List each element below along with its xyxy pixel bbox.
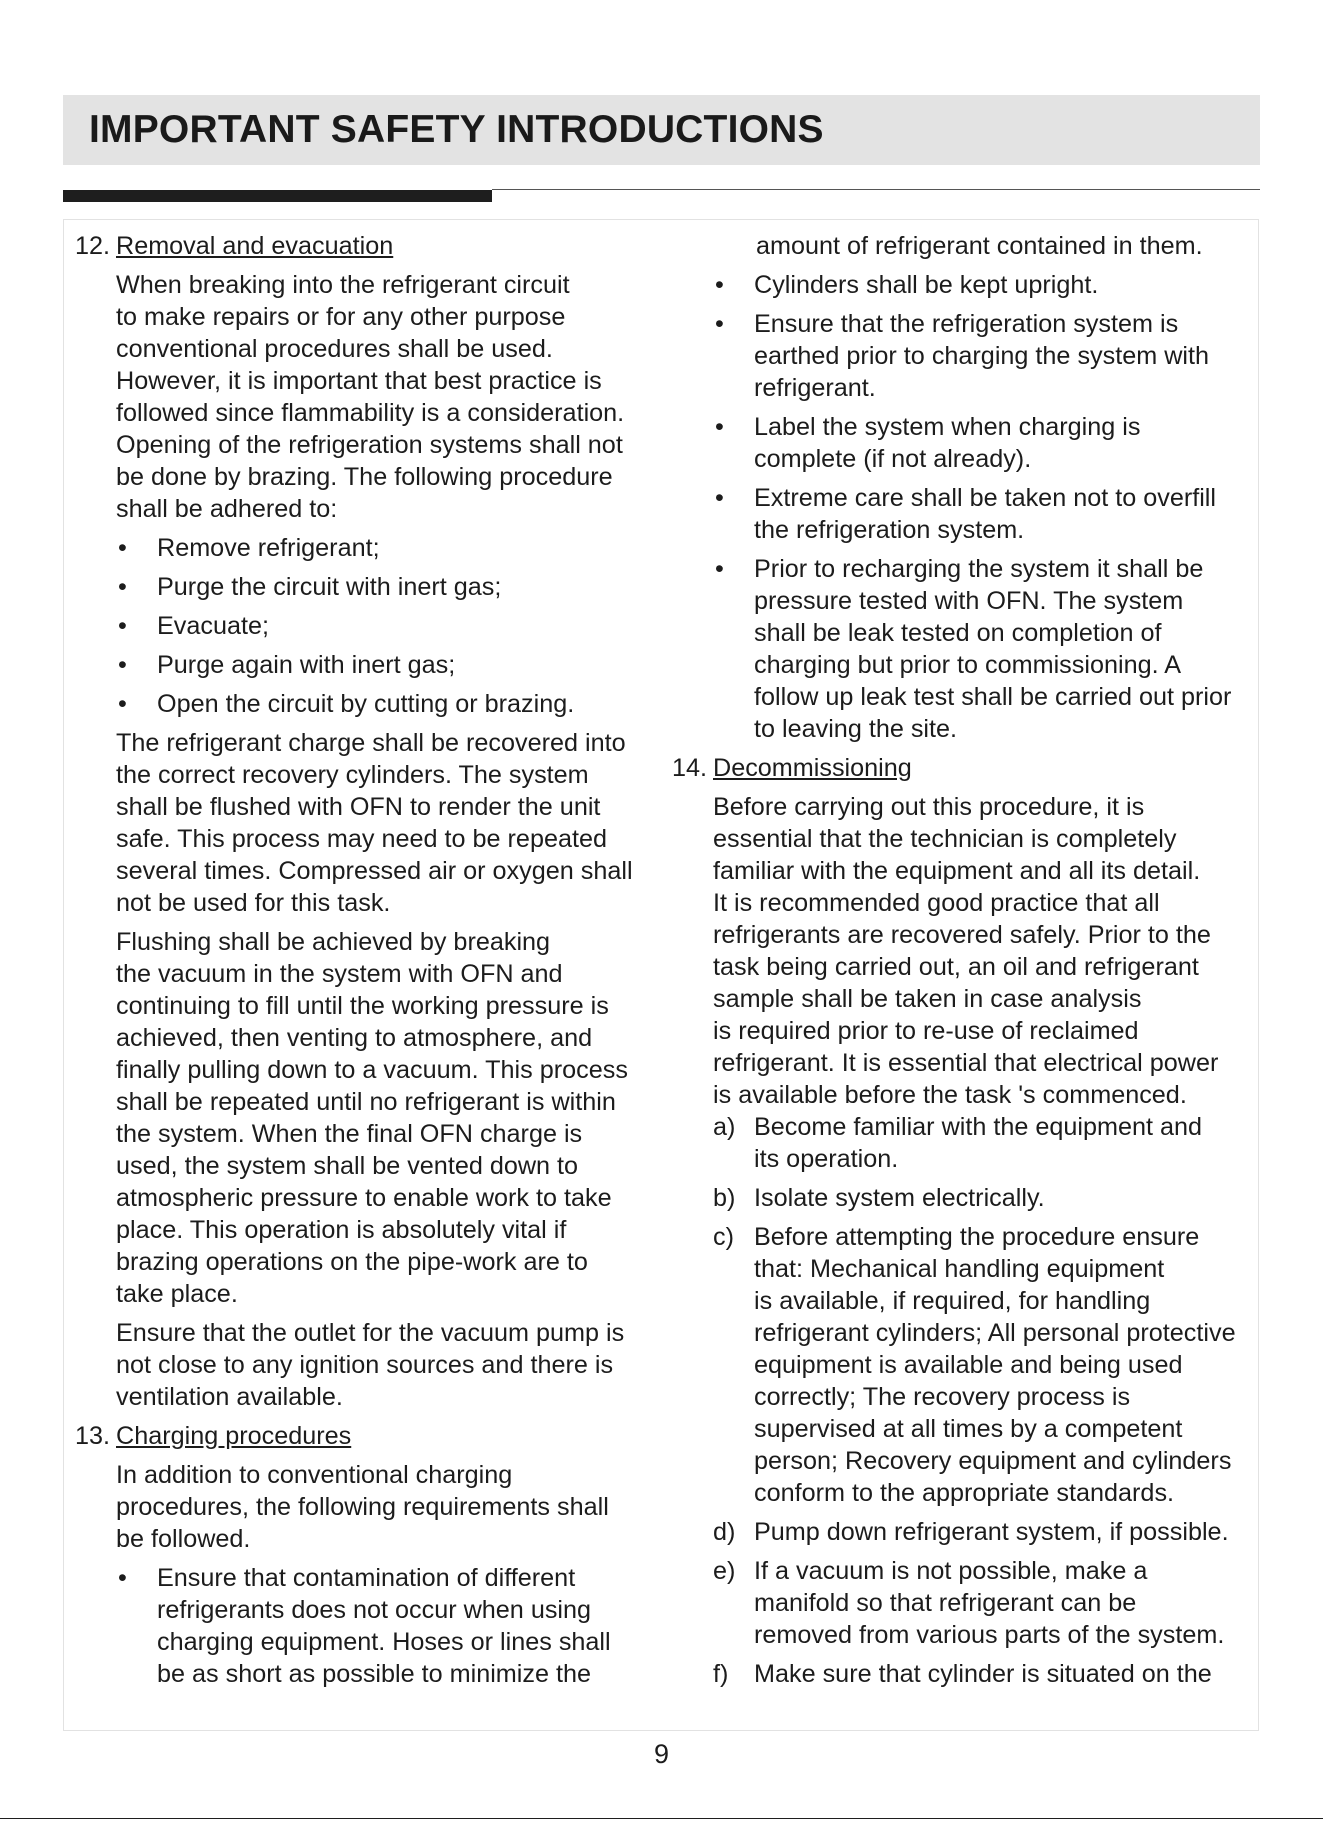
list-text: Pump down refrigerant system, if possible. — [754, 1518, 1229, 1546]
bullet-text: Purge the circuit with inert gas; — [157, 573, 502, 601]
text-line: Ensure that the outlet for the vacuum pump is — [116, 1319, 625, 1347]
list-text: Become familiar with the equipment and its operation. — [754, 1113, 1203, 1173]
bullet-text: Prior to recharging the system it shall be pressure tested with OFN. The system shall be leak tested on completion of charging but prior to commissioning. A follow up leak test shall be carried out prior to leaving the site. — [754, 555, 1232, 743]
text-line: achieved, then venting to atmosphere, and — [116, 1024, 593, 1052]
text-line: finally pulling down to a vacuum. This process — [116, 1056, 628, 1084]
bullet-item — [116, 649, 655, 681]
text-line: safe. This process may need to be repeated — [116, 825, 607, 853]
list-item — [713, 1111, 1264, 1175]
list-text: If a vacuum is not possible, make a manifold so that refrigerant can be removed from various parts of the system. — [754, 1557, 1225, 1649]
list-item — [713, 1658, 1264, 1690]
bullet-item — [116, 1562, 655, 1690]
text-line: Opening of the refrigeration systems shall not — [116, 431, 623, 459]
list-item — [713, 1182, 1264, 1214]
text-line: several times. Compressed air or oxygen shall — [116, 857, 633, 885]
bullet-marker: • — [118, 573, 127, 601]
list-item — [713, 1221, 1264, 1509]
bullet-item — [116, 610, 655, 642]
bullet-text: Remove refrigerant; — [157, 534, 380, 562]
text-line: the vacuum in the system with OFN and — [116, 960, 563, 988]
section-12-paragraph-1 — [116, 269, 655, 525]
bullet-text: Cylinders shall be kept upright. — [754, 271, 1099, 299]
text-line: take place. — [116, 1280, 238, 1308]
header-rule-thick — [63, 190, 492, 202]
section-12-paragraph-3 — [116, 926, 655, 1310]
text-line: conventional procedures shall be used. — [116, 335, 553, 363]
text-line: shall be repeated until no refrigerant is within — [116, 1088, 616, 1116]
right-column — [672, 230, 1264, 1690]
section-14-paragraph-1 — [713, 791, 1264, 1111]
section-number: 14. — [672, 754, 708, 782]
section-title: Charging procedures — [116, 1422, 352, 1450]
bullet-item — [116, 532, 655, 564]
text-line: continuing to fill until the working pressure is — [116, 992, 609, 1020]
bullet-text: Open the circuit by cutting or brazing. — [157, 690, 575, 718]
section-12-heading — [75, 230, 655, 262]
text-line: the correct recovery cylinders. The system — [116, 761, 589, 789]
list-label: d) — [713, 1518, 736, 1546]
text-line: Before carrying out this procedure, it is — [713, 793, 1145, 821]
bullet-item — [713, 269, 1264, 301]
bullet-item — [713, 553, 1264, 745]
bullet-text: Evacuate; — [157, 612, 270, 640]
section-title: Removal and evacuation — [116, 232, 394, 260]
text-line: refrigerants are recovered safely. Prior to the — [713, 921, 1211, 949]
section-12-paragraph-2 — [116, 727, 655, 919]
header-rule-thin — [492, 189, 1260, 190]
bullet-marker: • — [118, 534, 127, 562]
section-13-paragraph-1 — [116, 1459, 655, 1555]
bullet-marker: • — [118, 612, 127, 640]
bullet-marker: • — [118, 651, 127, 679]
bullet-item — [116, 571, 655, 603]
text-line: the system. When the final OFN charge is — [116, 1120, 583, 1148]
text-line: is available before the task 's commenced. — [713, 1081, 1187, 1109]
text-line: to make repairs or for any other purpose — [116, 303, 566, 331]
bullet-marker: • — [118, 690, 127, 718]
bullet-item — [713, 308, 1264, 404]
text-line: Flushing shall be achieved by breaking — [116, 928, 551, 956]
page-title: IMPORTANT SAFETY INTRODUCTIONS — [89, 108, 824, 151]
text-line: amount of refrigerant contained in them. — [756, 232, 1203, 260]
list-item — [713, 1555, 1264, 1651]
bullet-item — [713, 411, 1264, 475]
list-label: f) — [713, 1660, 729, 1688]
text-line: be followed. — [116, 1525, 251, 1553]
list-text: Make sure that cylinder is situated on the — [754, 1660, 1212, 1688]
text-line: used, the system shall be vented down to — [116, 1152, 579, 1180]
section-title: Decommissioning — [713, 754, 912, 782]
text-line: not be used for this task. — [116, 889, 391, 917]
list-label: e) — [713, 1557, 736, 1585]
bullet-marker: • — [715, 310, 724, 338]
left-column — [75, 230, 655, 1690]
text-line: essential that the technician is completely — [713, 825, 1177, 853]
bullet-marker: • — [118, 1564, 127, 1592]
text-line: task being carried out, an oil and refrigerant — [713, 953, 1199, 981]
text-line: refrigerant. It is essential that electrical power — [713, 1049, 1219, 1077]
text-line: The refrigerant charge shall be recovered into — [116, 729, 626, 757]
section-number: 13. — [75, 1422, 111, 1450]
list-text: Isolate system electrically. — [754, 1184, 1045, 1212]
text-line: procedures, the following requirements shall — [116, 1493, 609, 1521]
text-line: not close to any ignition sources and there is — [116, 1351, 614, 1379]
bullet-item — [713, 482, 1264, 546]
text-line: ventilation available. — [116, 1383, 343, 1411]
section-12-paragraph-4 — [116, 1317, 655, 1413]
section-14-heading — [672, 752, 1264, 784]
list-label: a) — [713, 1113, 736, 1141]
text-line: It is recommended good practice that all — [713, 889, 1160, 917]
bullet-text: Ensure that the refrigeration system is earthed prior to charging the system with refrigerant. — [754, 310, 1209, 402]
bullet-marker: • — [715, 271, 724, 299]
bullet-marker: • — [715, 484, 724, 512]
text-line: atmospheric pressure to enable work to take — [116, 1184, 612, 1212]
text-line: When breaking into the refrigerant circuit — [116, 271, 570, 299]
bullet-item — [116, 688, 655, 720]
page-number: 9 — [653, 1739, 670, 1769]
bullet-text: Extreme care shall be taken not to overfill the refrigeration system. — [754, 484, 1216, 544]
list-item — [713, 1516, 1264, 1548]
section-number: 12. — [75, 232, 111, 260]
bullet-text: Purge again with inert gas; — [157, 651, 456, 679]
bullet-text: Ensure that contamination of different refrigerants does not occur when using charging equipment. Hoses or lines shall be as short as possible to minimize the — [157, 1564, 611, 1688]
bullet-text: Label the system when charging is complete (if not already). — [754, 413, 1141, 473]
text-line: be done by brazing. The following procedure — [116, 463, 613, 491]
text-line: place. This operation is absolutely vital if — [116, 1216, 567, 1244]
text-line: brazing operations on the pipe-work are to — [116, 1248, 588, 1276]
text-line: However, it is important that best practice is — [116, 367, 602, 395]
text-line: sample shall be taken in case analysis — [713, 985, 1142, 1013]
header-band — [63, 95, 1260, 165]
section-13-heading — [75, 1420, 655, 1452]
bullet-marker: • — [715, 555, 724, 583]
list-text: Before attempting the procedure ensure that: Mechanical handling equipment is available, if required, for handling refrigerant cylinders; All personal protective equipment is available and being used correctly; The recovery process is supervised at all times by a competent person; Recovery equipment and cylinders conform to the appropriate standards. — [754, 1223, 1236, 1507]
text-line: In addition to conventional charging — [116, 1461, 513, 1489]
text-line: is required prior to re-use of reclaimed — [713, 1017, 1139, 1045]
footer-rule — [0, 1818, 1323, 1819]
text-line: shall be flushed with OFN to render the unit — [116, 793, 601, 821]
text-line: followed since flammability is a consideration. — [116, 399, 625, 427]
text-line: shall be adhered to: — [116, 495, 338, 523]
text-line: familiar with the equipment and all its detail. — [713, 857, 1201, 885]
list-label: c) — [713, 1223, 734, 1251]
bullet-continuation — [756, 230, 1264, 262]
list-label: b) — [713, 1184, 736, 1212]
bullet-marker: • — [715, 413, 724, 441]
